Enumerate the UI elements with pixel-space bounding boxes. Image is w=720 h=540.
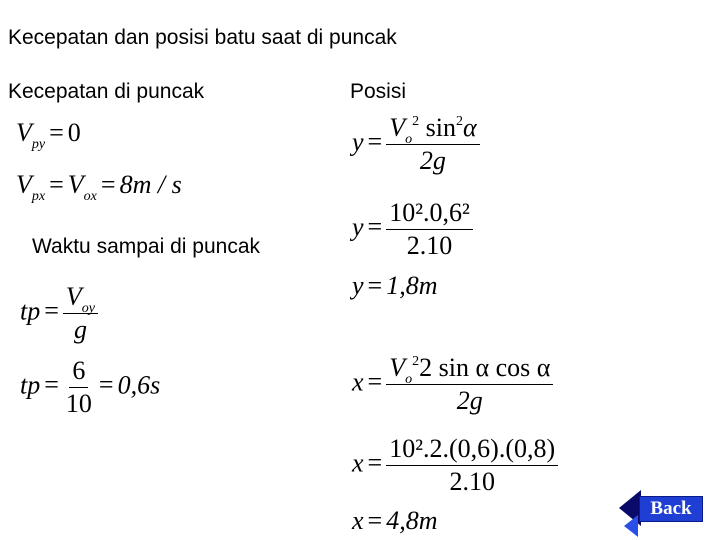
back-button[interactable] — [619, 490, 705, 526]
equation-y-formula: y = $\frac{V_o^2 \sin^2\alpha}{2g}$ — [352, 115, 480, 174]
equation-x-formula: x = $\frac{V_o^22 \sin \alpha \cos \alpha}{2g}$ — [352, 355, 553, 414]
page-title: Kecepatan dan posisi batu saat di puncak — [8, 26, 397, 49]
back-button-label: Back — [639, 496, 703, 522]
equation-y-substitution: y = $\frac{\text{10².0,6²}}{2.10}$ — [352, 200, 473, 259]
equation-y-result: y = 1,8m — [352, 271, 438, 300]
heading-velocity: Kecepatan di puncak — [8, 80, 205, 103]
equation-vpx: $V_{px} = V_{ox} = 8m / s$ — [16, 170, 182, 204]
equation-vpy: $V_{py} = 0$ — [16, 118, 81, 152]
heading-time: Waktu sampai di puncak — [32, 235, 260, 258]
equation-tp-formula: tp = $\frac{V_{oy}}{g}$ — [20, 284, 98, 343]
back-arrow-icon — [619, 490, 641, 526]
heading-position: Posisi — [350, 80, 407, 103]
equation-x-result: x = 4,8m — [352, 506, 438, 535]
equation-tp-value: tp = $\frac{6}{10}$ = 0,6s — [20, 356, 161, 418]
equation-x-substitution: x = $\frac{\text{10².2.(0,6).(0,8)}}{2.10}$ — [352, 436, 558, 495]
